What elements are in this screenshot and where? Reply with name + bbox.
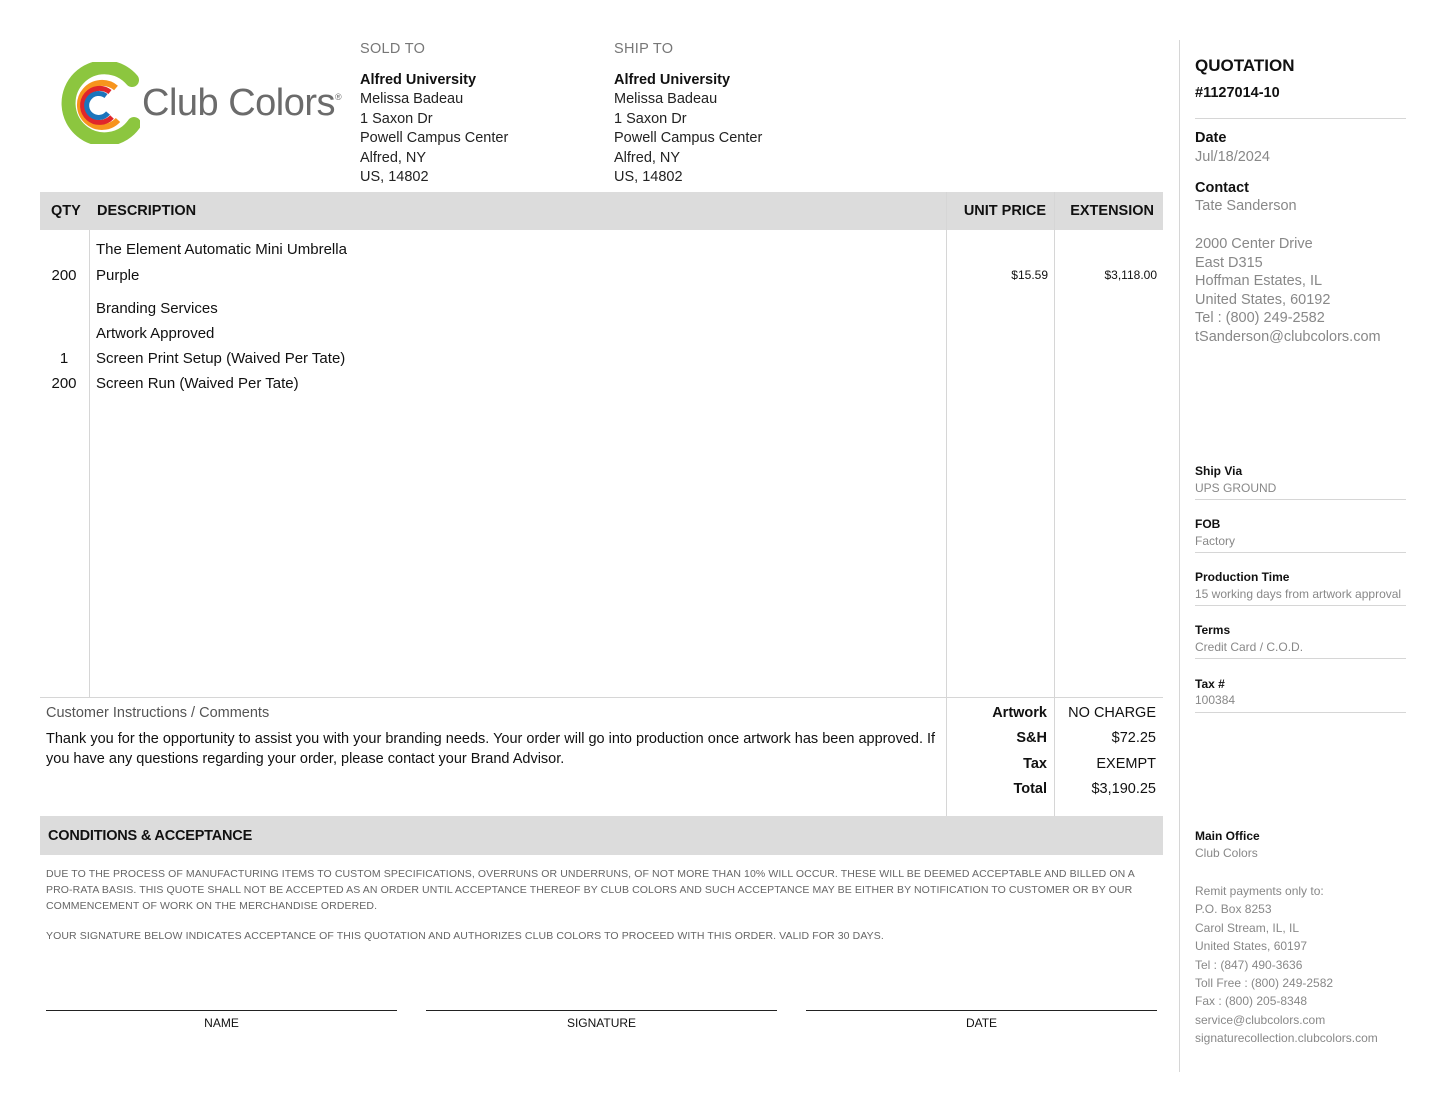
logo-wordmark: Club Colors® <box>142 82 342 124</box>
line-item-description: The Element Automatic Mini Umbrella <box>96 241 347 258</box>
remit-phone: Tel : (847) 490-3636 <box>1195 957 1303 972</box>
ship-via-value: UPS GROUND <box>1195 481 1277 495</box>
date-heading: Date <box>1195 130 1227 146</box>
sold-to-line: US, 14802 <box>360 169 429 185</box>
ship-to-line: Melissa Badeau <box>614 91 718 107</box>
total-label: Total <box>1013 781 1047 797</box>
description-column-header: DESCRIPTION <box>97 203 197 219</box>
name-label: NAME <box>204 1016 239 1030</box>
production-time-value: 15 working days from artwork approval <box>1195 587 1402 601</box>
conditions-paragraph: YOUR SIGNATURE BELOW INDICATES ACCEPTANCE OF THIS QUOTATION AND AUTHORIZES CLUB COLORS TO PROCEED WITH THIS ORDER. VALID FOR 30 DAYS. <box>46 930 884 942</box>
terms-value: Credit Card / C.O.D. <box>1195 640 1304 654</box>
main-office-heading: Main Office <box>1195 829 1260 843</box>
date-label: DATE <box>965 1016 998 1030</box>
shipping-handling-label: S&H <box>1016 730 1047 746</box>
sidebar-rule <box>1195 552 1406 553</box>
website-link[interactable]: signaturecollection.clubcolors.com <box>1195 1031 1378 1046</box>
contact-name: Tate Sanderson <box>1195 198 1297 214</box>
fob-heading: FOB <box>1195 517 1221 531</box>
remit-fax: Fax : (800) 205-8348 <box>1195 994 1308 1009</box>
service-email-link[interactable]: service@clubcolors.com <box>1195 1012 1326 1027</box>
contact-phone: Tel : (800) 249-2582 <box>1195 310 1325 326</box>
tax-value: EXEMPT <box>1096 756 1156 772</box>
quotation-number: #1127014-10 <box>1195 85 1280 101</box>
shipping-handling-value: $72.25 <box>1111 730 1156 746</box>
line-items-header <box>40 192 1163 230</box>
sold-to-line: Powell Campus Center <box>360 130 509 146</box>
remit-toll-free: Toll Free : (800) 249-2582 <box>1195 976 1334 991</box>
ship-to-header: SHIP TO <box>614 41 674 57</box>
date-value: Jul/18/2024 <box>1195 149 1270 165</box>
ship-to-block <box>614 40 854 188</box>
comments-text: Thank you for the opportunity to assist you with your branding needs. Your order will go into production once artwork has been approved. If you have any questions regarding your order, please contact your Brand Advisor. <box>46 731 936 767</box>
line-item-qty: 200 <box>51 375 77 392</box>
line-item-description: Screen Print Setup (Waived Per Tate) <box>96 350 346 367</box>
line-item-qty: 200 <box>51 267 77 284</box>
qty-column-header: QTY <box>51 203 81 219</box>
logo-mark-icon <box>60 62 140 144</box>
line-item-description: Branding Services <box>96 300 218 317</box>
sidebar-rule <box>1195 712 1406 713</box>
line-item-unit-price: $15.59 <box>1011 268 1048 282</box>
quotation-title: QUOTATION <box>1195 56 1295 75</box>
conditions-header <box>40 816 1163 855</box>
sold-to-line: 1 Saxon Dr <box>360 110 433 127</box>
sold-to-block <box>360 40 600 188</box>
ship-via-heading: Ship Via <box>1195 464 1243 478</box>
sidebar-rule <box>1195 658 1406 659</box>
date-signature-line[interactable] <box>806 1010 1157 1011</box>
remit-address <box>1195 882 1378 1048</box>
tax-label: Tax <box>1023 756 1047 772</box>
column-divider <box>946 192 947 816</box>
signature-label: SIGNATURE <box>566 1016 637 1030</box>
remit-line: United States, 60197 <box>1195 939 1308 954</box>
artwork-value: NO CHARGE <box>1068 705 1156 721</box>
fob-value: Factory <box>1195 534 1236 548</box>
ship-to-org: Alfred University <box>614 71 731 88</box>
conditions-title: CONDITIONS & ACCEPTANCE <box>48 828 253 844</box>
name-signature-line[interactable] <box>46 1010 397 1011</box>
sold-to-line: Alfred, NY <box>360 149 427 166</box>
line-item-description: Purple <box>96 267 140 284</box>
tax-number-value: 100384 <box>1195 693 1236 707</box>
remit-line: Remit payments only to: <box>1195 884 1324 898</box>
remit-line: Carol Stream, IL, IL <box>1195 920 1300 935</box>
unit-price-column-header: UNIT PRICE <box>963 203 1046 219</box>
contact-address-line: Hoffman Estates, IL <box>1195 273 1323 289</box>
ship-to-line: Alfred, NY <box>614 149 681 166</box>
column-divider <box>1054 192 1055 816</box>
contact-address-line: East D315 <box>1195 254 1263 271</box>
sidebar-rule <box>1195 499 1406 500</box>
conditions-paragraph: DUE TO THE PROCESS OF MANUFACTURING ITEMS TO CUSTOM SPECIFICATIONS, OVERRUNS OR UNDERRUNS, OF NOT MORE THAN 10% WILL OCCUR. THESE WILL BE DEEMED ACCEPTABLE AND BILLED ON A PRO-RATA BASIS. THIS QUOTE SHALL NOT BE ACCEPTED AS AN ORDER UNTIL ACCEPTANCE THEREOF BY CLUB COLORS AND SUCH ACCEPTANCE MAY BE EITHER BY NOTIFICATION TO CUSTOMER OR BY OUR COMMENCEMENT OF WORK ON THE MERCHANDISE ORDERED. <box>46 868 1135 912</box>
total-value: $3,190.25 <box>1091 781 1156 797</box>
line-item-description: Screen Run (Waived Per Tate) <box>96 375 299 392</box>
artwork-label: Artwork <box>992 705 1047 721</box>
column-divider <box>89 230 90 697</box>
ship-to-line: US, 14802 <box>614 169 683 185</box>
line-item-description: Artwork Approved <box>96 325 215 342</box>
company-logo <box>60 62 342 144</box>
main-office-value: Club Colors <box>1195 846 1258 860</box>
contact-address-line: United States, 60192 <box>1195 291 1331 308</box>
line-item-extension: $3,118.00 <box>1104 268 1157 282</box>
line-item-qty: 1 <box>59 350 69 367</box>
production-time-heading: Production Time <box>1195 570 1290 584</box>
ship-to-line: Powell Campus Center <box>614 130 763 146</box>
contact-heading: Contact <box>1195 180 1249 196</box>
contact-address <box>1195 235 1381 346</box>
table-bottom-rule <box>40 697 1163 698</box>
sold-to-header: SOLD TO <box>360 41 426 57</box>
sidebar-rule <box>1195 605 1406 606</box>
remit-line: P.O. Box 8253 <box>1195 902 1272 917</box>
sidebar-rule <box>1195 118 1406 119</box>
ship-to-line: 1 Saxon Dr <box>614 110 687 127</box>
contact-address-line: 2000 Center Drive <box>1195 236 1313 252</box>
sidebar-divider <box>1179 40 1180 1072</box>
signature-line[interactable] <box>426 1010 777 1011</box>
sold-to-org: Alfred University <box>360 71 477 88</box>
terms-heading: Terms <box>1195 623 1231 637</box>
sold-to-line: Melissa Badeau <box>360 91 464 107</box>
extension-column-header: EXTENSION <box>1070 203 1154 219</box>
tax-number-heading: Tax # <box>1195 677 1225 691</box>
contact-email-link[interactable]: tSanderson@clubcolors.com <box>1195 328 1381 345</box>
comments-title: Customer Instructions / Comments <box>46 705 270 721</box>
